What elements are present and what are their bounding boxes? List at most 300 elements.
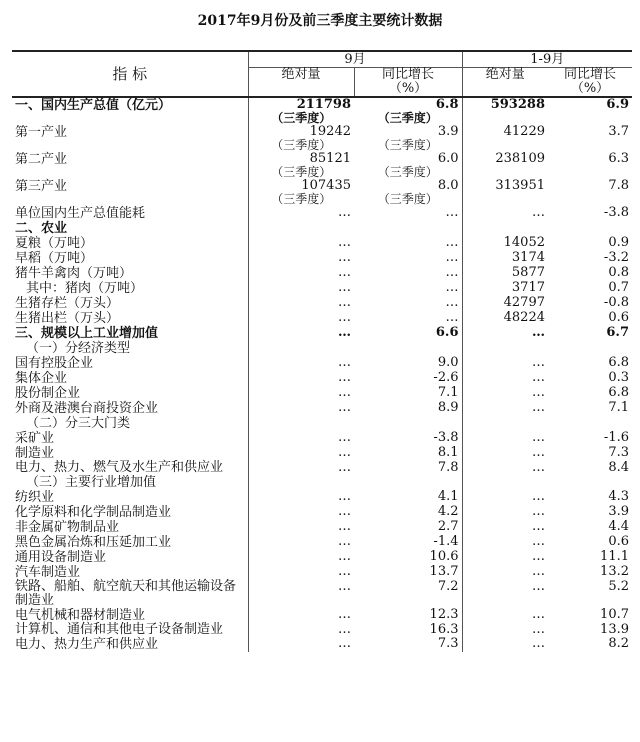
cell-value: … (445, 205, 459, 220)
ytd-abs-cell (462, 221, 548, 236)
indicator-name: 电力、热力生产和供应业 (15, 637, 159, 652)
month-abs-cell (248, 152, 354, 179)
cell-value: 8.1 (437, 445, 459, 460)
month-yoy-cell (354, 565, 462, 580)
indicator-name: 第二产业 (15, 152, 68, 167)
month-abs-cell (248, 341, 354, 356)
month-abs-cell (248, 401, 354, 416)
cell-value: 3174 (511, 250, 545, 265)
indicator-name: 生猪存栏（万头） (15, 296, 120, 311)
cell-value: 0.7 (608, 280, 629, 295)
quarter-note: （三季度） (377, 111, 438, 125)
cell-value: … (338, 607, 351, 622)
cell-value: … (338, 489, 351, 504)
ytd-yoy-cell (548, 311, 632, 326)
ytd-yoy-cell (548, 97, 632, 125)
quarter-note: （三季度） (377, 192, 438, 206)
ytd-abs-cell (462, 401, 548, 416)
cell-value: … (338, 549, 351, 564)
month-yoy-header (354, 68, 462, 98)
cell-value: … (338, 504, 351, 519)
ytd-yoy-cell (548, 505, 632, 520)
ytd-yoy-cell (548, 296, 632, 311)
cell-value: -1.4 (433, 534, 459, 549)
ytd-yoy-cell (548, 623, 632, 637)
indicator-name: 外商及港澳台商投资企业 (15, 401, 159, 416)
cell-value: 3.7 (608, 124, 629, 139)
ytd-abs-cell (462, 580, 548, 608)
cell-value: 8.0 (437, 178, 459, 193)
cell-value: … (532, 205, 545, 220)
ytd-abs-cell (462, 490, 548, 505)
ytd-yoy-cell (548, 236, 632, 251)
table-row (12, 341, 632, 356)
ytd-yoy-cell (548, 179, 632, 206)
month-yoy-cell (354, 221, 462, 236)
cell-value: 238109 (495, 151, 545, 166)
cell-value: 4.4 (608, 519, 629, 534)
cell-value: … (532, 430, 545, 445)
month-yoy-cell (354, 535, 462, 550)
indicator-name: 单位国内生产总值能耗 (15, 206, 146, 221)
cell-value: 211798 (296, 97, 351, 112)
month-yoy-cell (354, 461, 462, 475)
month-abs-cell (248, 296, 354, 311)
cell-value: 8.4 (608, 460, 629, 475)
month-abs-cell (248, 431, 354, 446)
ytd-abs-cell (462, 608, 548, 623)
table-row (12, 125, 632, 152)
month-yoy-cell (354, 296, 462, 311)
indicator-name: 化学原料和化学制品制造业 (15, 505, 172, 520)
month-yoy-cell (354, 125, 462, 152)
cell-value: … (338, 295, 351, 310)
indicator-name: 电气机械和器材制造业 (15, 608, 146, 623)
table-row (12, 446, 632, 461)
cell-value: … (338, 370, 351, 385)
table-row (12, 637, 632, 652)
indicator-name: 通用设备制造业 (15, 550, 107, 565)
cell-value: … (445, 265, 459, 280)
ytd-abs-cell (462, 125, 548, 152)
ytd-abs-cell (462, 550, 548, 565)
indicator-name: 其中：猪肉（万吨） (26, 281, 144, 296)
cell-value: 8.2 (608, 636, 629, 651)
table-row (12, 326, 632, 341)
cell-value: … (338, 355, 351, 370)
yoy-unit: （%） (570, 81, 610, 96)
cell-value: 7.1 (437, 385, 459, 400)
cell-value: … (338, 400, 351, 415)
cell-value: 7.1 (608, 400, 629, 415)
month-abs-cell (248, 386, 354, 401)
month-abs-cell (248, 356, 354, 371)
ytd-yoy-cell (548, 535, 632, 550)
month-yoy-cell (354, 550, 462, 565)
ytd-yoy-cell (548, 580, 632, 608)
indicator-name: 三、规模以上工业增加值 (15, 326, 159, 341)
indicator-name: 黑色金属冶炼和压延加工业 (15, 535, 172, 550)
yoy-label: 同比增长 (381, 67, 434, 82)
cell-value: 7.8 (437, 460, 459, 475)
cell-value: 313951 (495, 178, 545, 193)
indicator-name: （一）分经济类型 (26, 341, 131, 356)
month-yoy-cell (354, 446, 462, 461)
cell-value: 6.7 (606, 325, 629, 340)
ytd-abs-cell (462, 446, 548, 461)
indicator-header: 指 标 (12, 51, 248, 97)
indicator-name: 采矿业 (15, 431, 55, 446)
cell-value: 4.2 (437, 504, 459, 519)
cell-value: … (532, 534, 545, 549)
indicator-name: 制造业 (15, 446, 55, 461)
cell-value: 3717 (511, 280, 545, 295)
cell-value: … (532, 579, 545, 594)
cell-value: … (532, 519, 545, 534)
cell-value: 0.3 (608, 370, 629, 385)
cell-value: … (338, 235, 351, 250)
ytd-abs-header: 绝对量 (462, 68, 548, 98)
ytd-abs-cell (462, 371, 548, 386)
month-yoy-cell (354, 608, 462, 623)
quarter-note: （三季度） (377, 138, 438, 152)
month-abs-cell (248, 446, 354, 461)
ytd-abs-cell (462, 431, 548, 446)
month-abs-cell (248, 251, 354, 266)
cell-value: … (338, 250, 351, 265)
table-row (12, 296, 632, 311)
yoy-unit: （%） (388, 81, 428, 96)
table-row (12, 401, 632, 416)
month-yoy-cell (354, 281, 462, 296)
ytd-yoy-cell (548, 431, 632, 446)
ytd-abs-cell (462, 623, 548, 637)
month-abs-cell (248, 520, 354, 535)
ytd-yoy-cell (548, 371, 632, 386)
cell-value: 7.3 (608, 445, 629, 460)
ytd-yoy-cell (548, 341, 632, 356)
month-yoy-cell (354, 356, 462, 371)
month-abs-cell (248, 461, 354, 475)
ytd-abs-cell (462, 505, 548, 520)
indicator-name: 二、农业 (15, 221, 68, 236)
cell-value: 0.9 (608, 235, 629, 250)
ytd-abs-cell (462, 637, 548, 652)
table-row (12, 311, 632, 326)
ytd-yoy-cell (548, 206, 632, 221)
cell-value: 16.3 (429, 622, 459, 637)
ytd-abs-cell (462, 356, 548, 371)
cell-value: … (532, 636, 545, 651)
table-row (12, 490, 632, 505)
cell-value: … (338, 534, 351, 549)
cell-value: 2.7 (437, 519, 459, 534)
cell-value: … (338, 205, 351, 220)
month-yoy-cell (354, 179, 462, 206)
indicator-name: 夏粮（万吨） (15, 236, 94, 251)
cell-value: 6.9 (606, 97, 629, 112)
cell-value: 3.9 (437, 124, 459, 139)
cell-value: -3.8 (433, 430, 459, 445)
month-abs-cell (248, 475, 354, 490)
month-abs-cell (248, 281, 354, 296)
cell-value: 10.7 (600, 607, 629, 622)
cell-value: … (338, 385, 351, 400)
cell-value: 6.3 (608, 151, 629, 166)
yoy-label: 同比增长 (563, 67, 616, 82)
cell-value: 13.2 (600, 564, 629, 579)
ytd-yoy-cell (548, 475, 632, 490)
cell-value: 12.3 (429, 607, 459, 622)
cell-value: … (338, 280, 351, 295)
cell-value: 107435 (301, 178, 351, 193)
month-abs-cell (248, 326, 354, 341)
month-abs-cell (248, 266, 354, 281)
table-row (12, 565, 632, 580)
cell-value: 4.1 (437, 489, 459, 504)
table-row (12, 550, 632, 565)
month-abs-cell (248, 236, 354, 251)
table-row (12, 520, 632, 535)
cell-value: … (532, 400, 545, 415)
cell-value: … (445, 235, 459, 250)
indicator-name: 生猪出栏（万头） (15, 311, 120, 326)
cell-value: … (445, 310, 459, 325)
month-yoy-cell (354, 386, 462, 401)
cell-value: … (338, 325, 351, 340)
ytd-yoy-cell (548, 221, 632, 236)
indicator-name: 非金属矿物制品业 (15, 520, 120, 535)
ytd-abs-cell (462, 236, 548, 251)
month-yoy-cell (354, 623, 462, 637)
table-row (12, 416, 632, 431)
month-yoy-cell (354, 416, 462, 431)
month-yoy-cell (354, 520, 462, 535)
month-abs-header: 绝对量 (248, 68, 354, 98)
ytd-yoy-cell (548, 446, 632, 461)
ytd-abs-cell (462, 97, 548, 125)
month-yoy-cell (354, 490, 462, 505)
ytd-abs-cell (462, 179, 548, 206)
cell-value: … (532, 489, 545, 504)
month-yoy-cell (354, 401, 462, 416)
cell-value: 6.0 (437, 151, 459, 166)
ytd-yoy-cell (548, 125, 632, 152)
cell-value: -2.6 (433, 370, 459, 385)
cell-value: 0.6 (608, 534, 629, 549)
month-abs-cell (248, 371, 354, 386)
ytd-yoy-cell (548, 386, 632, 401)
ytd-abs-cell (462, 251, 548, 266)
month-yoy-cell (354, 431, 462, 446)
month-abs-cell (248, 206, 354, 221)
cell-value: 85121 (309, 151, 351, 166)
month-yoy-cell (354, 311, 462, 326)
month-abs-cell (248, 221, 354, 236)
cell-value: … (532, 564, 545, 579)
cell-value: … (532, 445, 545, 460)
cell-value: 10.6 (429, 549, 459, 564)
cell-value: -3.2 (603, 250, 629, 265)
month-abs-cell (248, 505, 354, 520)
cell-value: 6.8 (608, 355, 629, 370)
month-yoy-cell (354, 326, 462, 341)
indicator-name: 第一产业 (15, 125, 68, 140)
cell-value: 593288 (490, 97, 545, 112)
cell-value: … (445, 280, 459, 295)
table-row (12, 206, 632, 221)
cell-value: 41229 (503, 124, 545, 139)
ytd-yoy-cell (548, 356, 632, 371)
quarter-note: （三季度） (271, 165, 332, 179)
cell-value: 6.8 (435, 97, 459, 112)
month-yoy-cell (354, 251, 462, 266)
ytd-yoy-cell (548, 550, 632, 565)
month-abs-cell (248, 580, 354, 608)
table-row (12, 386, 632, 401)
month-abs-cell (248, 637, 354, 652)
ytd-yoy-cell (548, 608, 632, 623)
month-abs-cell (248, 125, 354, 152)
ytd-abs-cell (462, 416, 548, 431)
month-yoy-cell (354, 206, 462, 221)
quarter-note: （三季度） (377, 165, 438, 179)
month-abs-cell (248, 565, 354, 580)
cell-value: … (338, 564, 351, 579)
ytd-abs-cell (462, 206, 548, 221)
cell-value: 7.3 (437, 636, 459, 651)
cell-value: … (338, 579, 351, 594)
indicator-name: 国有控股企业 (15, 356, 94, 371)
month-abs-cell (248, 311, 354, 326)
ytd-abs-cell (462, 326, 548, 341)
period-ytd-header: 1-9月 (462, 51, 632, 68)
cell-value: … (532, 370, 545, 385)
indicator-name: 纺织业 (15, 490, 55, 505)
month-yoy-cell (354, 371, 462, 386)
cell-value: 7.8 (608, 178, 629, 193)
cell-value: 9.0 (437, 355, 459, 370)
cell-value: … (338, 265, 351, 280)
month-abs-cell (248, 623, 354, 637)
cell-value: 3.9 (608, 504, 629, 519)
month-yoy-cell (354, 97, 462, 125)
ytd-abs-cell (462, 296, 548, 311)
cell-value: 5.2 (608, 579, 629, 594)
ytd-yoy-header (548, 68, 632, 98)
cell-value: 0.6 (608, 310, 629, 325)
ytd-abs-cell (462, 311, 548, 326)
cell-value: -3.8 (603, 205, 629, 220)
cell-value: 48224 (503, 310, 545, 325)
ytd-yoy-cell (548, 565, 632, 580)
cell-value: 0.8 (608, 265, 629, 280)
month-abs-cell (248, 535, 354, 550)
cell-value: 11.1 (600, 549, 629, 564)
cell-value: … (338, 636, 351, 651)
table-row (12, 623, 632, 637)
month-abs-cell (248, 97, 354, 125)
ytd-abs-cell (462, 152, 548, 179)
month-abs-cell (248, 490, 354, 505)
ytd-yoy-cell (548, 637, 632, 652)
indicator-name: 集体企业 (15, 371, 68, 386)
cell-value: … (532, 504, 545, 519)
ytd-yoy-cell (548, 266, 632, 281)
month-yoy-cell (354, 152, 462, 179)
indicator-name: 第三产业 (15, 179, 68, 194)
month-yoy-cell (354, 341, 462, 356)
cell-value: -0.8 (603, 295, 629, 310)
indicator-name: 股份制企业 (15, 386, 81, 401)
ytd-abs-cell (462, 520, 548, 535)
indicator-name: 猪牛羊禽肉（万吨） (15, 266, 133, 281)
table-row (12, 475, 632, 490)
cell-value: … (532, 622, 545, 637)
table-row (12, 356, 632, 371)
ytd-yoy-cell (548, 251, 632, 266)
table-row (12, 580, 632, 608)
ytd-yoy-cell (548, 401, 632, 416)
table-body (12, 97, 632, 652)
indicator-name: （三）主要行业增加值 (26, 475, 157, 490)
cell-value: 4.3 (608, 489, 629, 504)
cell-value: … (532, 607, 545, 622)
ytd-abs-cell (462, 461, 548, 475)
cell-value: … (532, 460, 545, 475)
month-yoy-cell (354, 580, 462, 608)
indicator-name: 一、国内生产总值（亿元） (15, 98, 172, 113)
month-yoy-cell (354, 266, 462, 281)
table-row (12, 281, 632, 296)
cell-value: 13.7 (429, 564, 459, 579)
ytd-yoy-cell (548, 490, 632, 505)
month-yoy-cell (354, 475, 462, 490)
quarter-note: （三季度） (271, 192, 332, 206)
quarter-note: （三季度） (271, 138, 332, 152)
cell-value: … (532, 385, 545, 400)
cell-value: 6.8 (608, 385, 629, 400)
ytd-abs-cell (462, 341, 548, 356)
cell-value: … (532, 355, 545, 370)
cell-value: 6.6 (435, 325, 459, 340)
ytd-yoy-cell (548, 152, 632, 179)
cell-value: … (338, 519, 351, 534)
indicator-name: 汽车制造业 (15, 565, 81, 580)
table-row (12, 179, 632, 206)
cell-value: -1.6 (603, 430, 629, 445)
cell-value: … (338, 310, 351, 325)
indicator-name: 早稻（万吨） (15, 251, 94, 266)
cell-value: 7.2 (437, 579, 459, 594)
table-row (12, 221, 632, 236)
ytd-yoy-cell (548, 326, 632, 341)
indicator-name: 计算机、通信和其他电子设备制造业 (15, 622, 224, 637)
indicator-name: 铁路、船舶、航空航天和其他运输设备制造业 (15, 579, 237, 608)
ytd-abs-cell (462, 281, 548, 296)
stats-table (12, 50, 632, 652)
cell-value: … (338, 460, 351, 475)
month-abs-cell (248, 550, 354, 565)
table-row (12, 535, 632, 550)
cell-value: 5877 (511, 265, 545, 280)
period-month-header: 9月 (248, 51, 462, 68)
indicator-name: （二）分三大门类 (26, 416, 131, 431)
cell-value: … (445, 295, 459, 310)
cell-value: 13.9 (600, 622, 629, 637)
month-yoy-cell (354, 637, 462, 652)
month-abs-cell (248, 416, 354, 431)
